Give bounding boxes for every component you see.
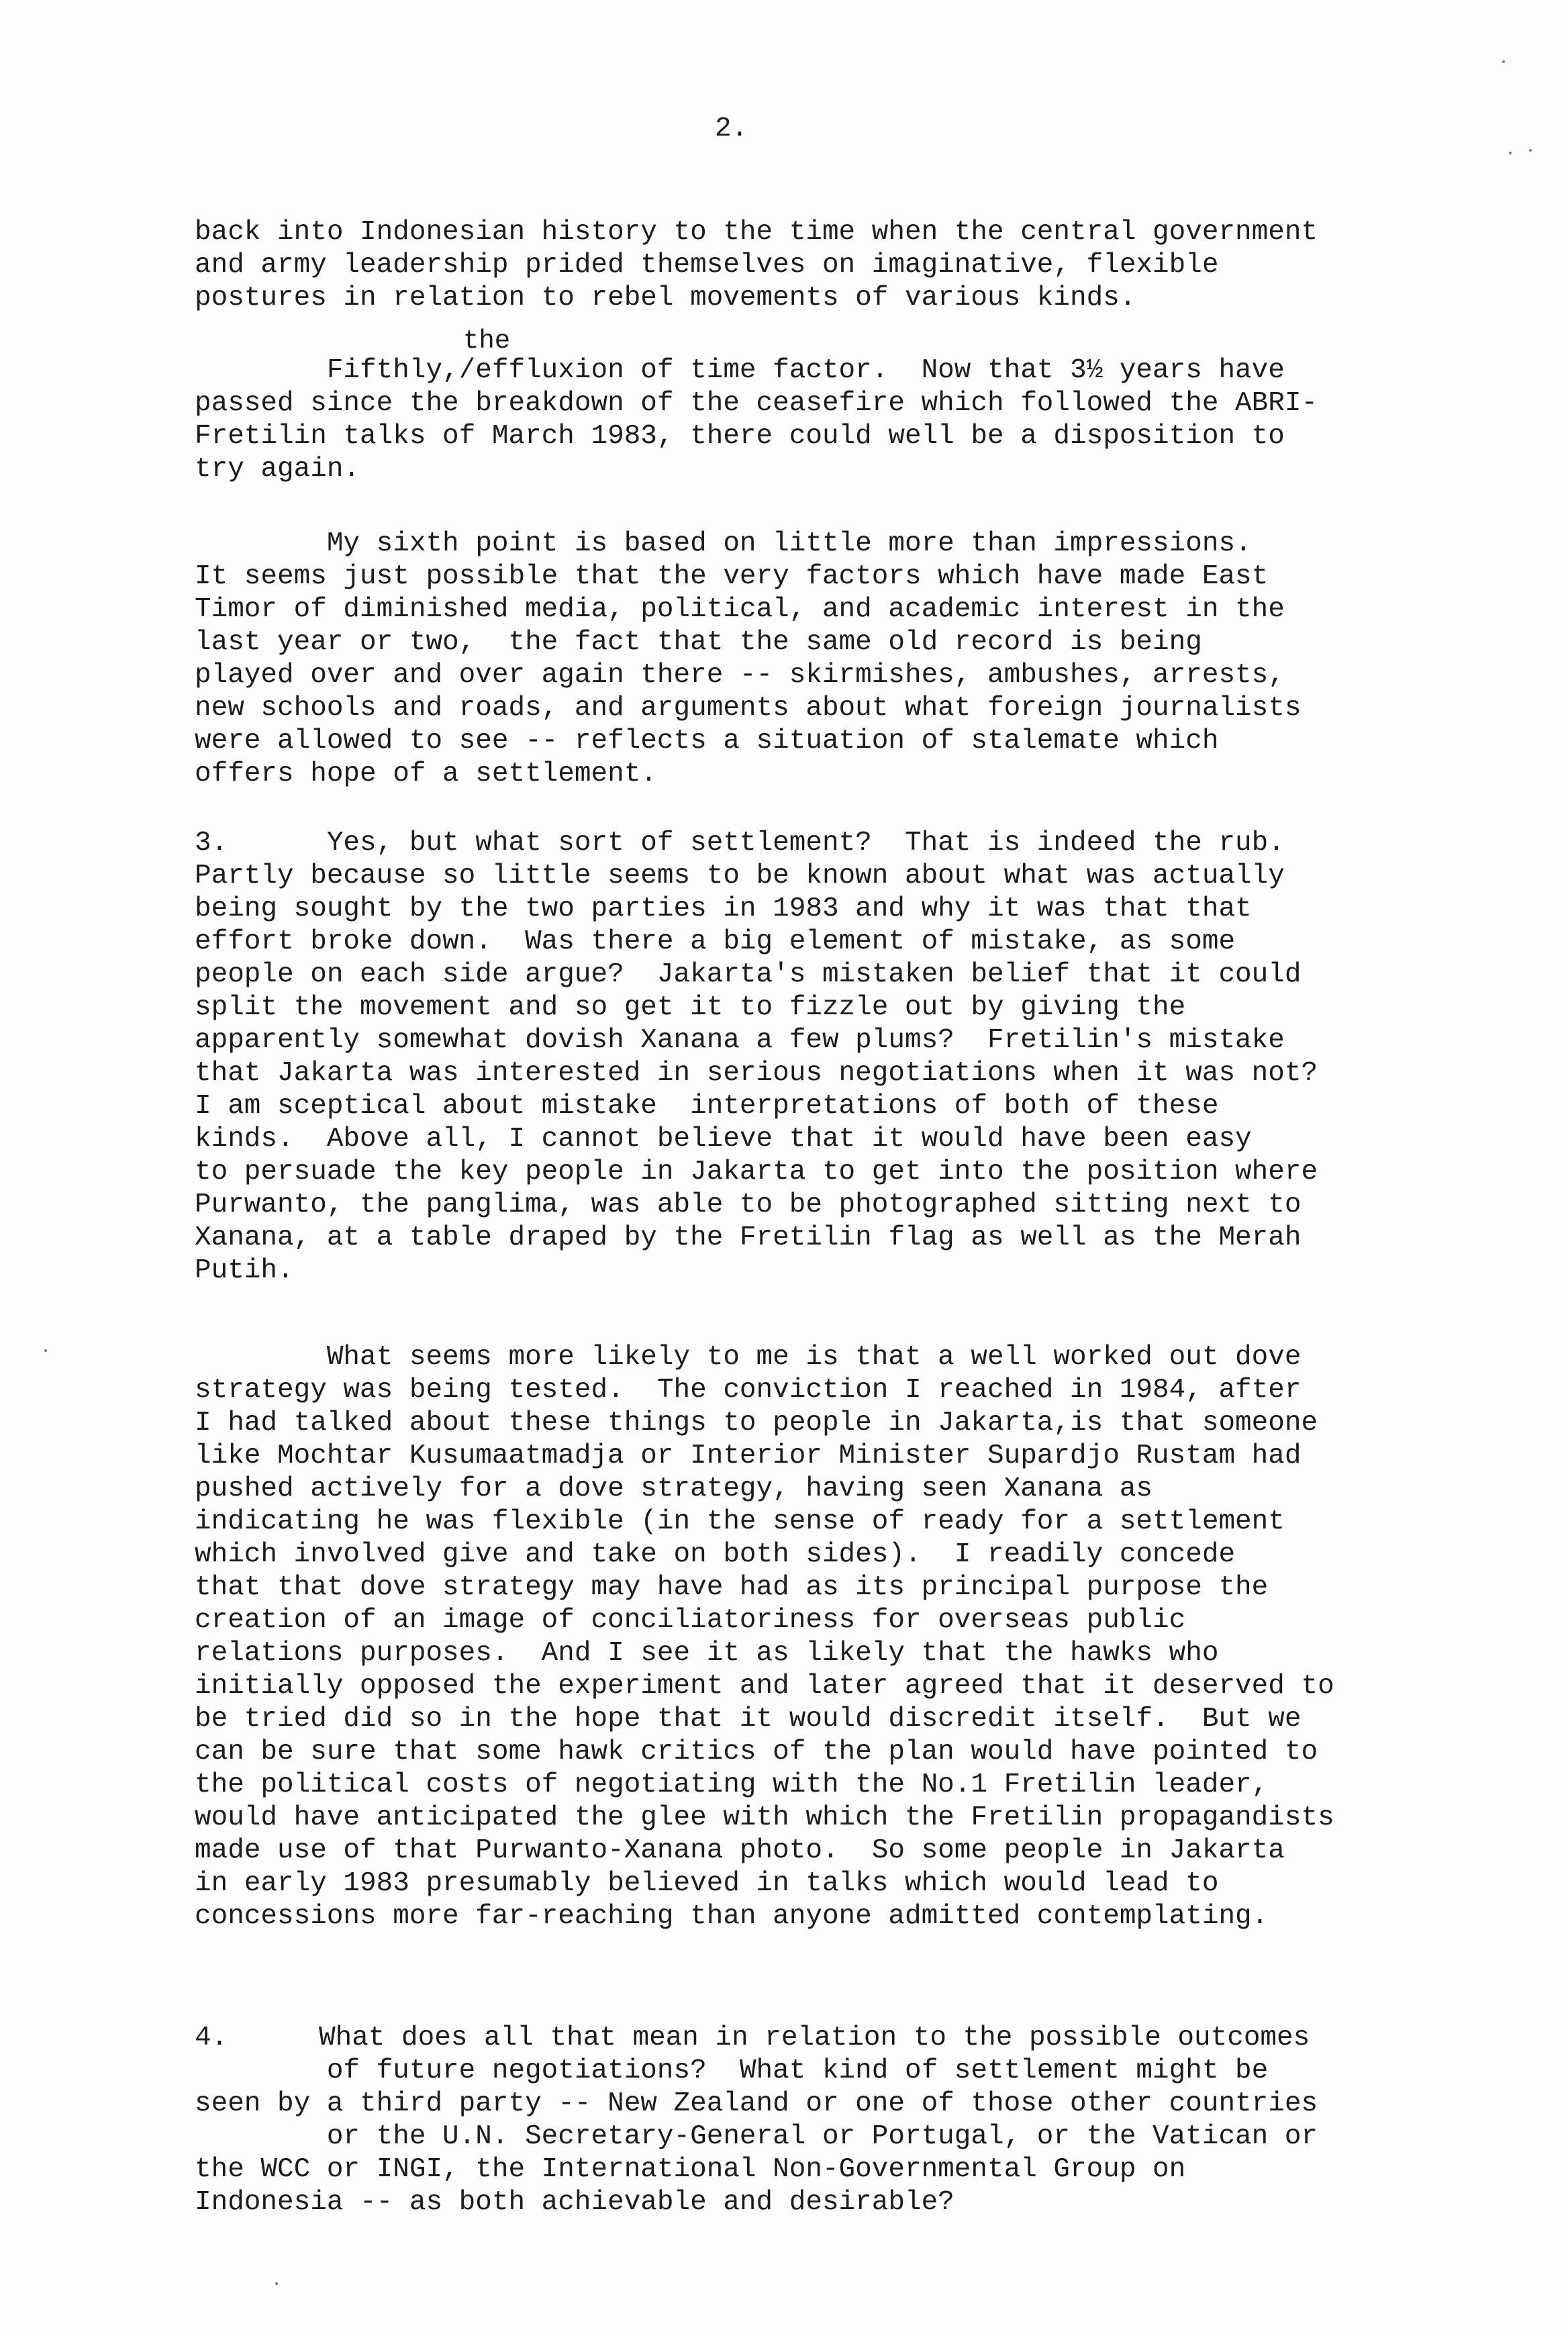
scan-speck [1509,152,1512,154]
text-line: initially opposed the experiment and later agreed that it deserved to [195,1671,1334,1702]
text-line: creation of an image of conciliatoriness for overseas public [195,1605,1186,1636]
text-line: new schools and roads, and arguments about what foreign journalists [195,693,1302,724]
text-line: that Jakarta was interested in serious negotiations when it was not? [195,1058,1318,1089]
section-4 [195,2022,1403,2219]
text-line: I had talked about these things to people in Jakarta,is that someone [195,1408,1318,1439]
text-line: Indonesia -- as both achievable and desirable? [195,2187,954,2218]
text-line: Fretilin talks of March 1983, there could well be a disposition to [195,421,1285,452]
text-line: try again. [195,454,360,485]
page-number: 2. [715,113,748,144]
text-line: in early 1983 presumably believed in talks which would lead to [195,1868,1219,1899]
text-line: made use of that Purwanto-Xanana photo. So some people in Jakarta [195,1835,1285,1866]
text-line: I am sceptical about mistake interpretations of both of these [195,1091,1219,1122]
text-line: the WCC or INGI, the International Non-Governmental Group on [195,2154,1186,2185]
text-line: last year or two, the fact that the same old record is being [195,627,1202,658]
text-line: indicating he was flexible (in the sense of ready for a settlement [195,1506,1285,1537]
paragraph-fifthly [195,328,1403,486]
text-line: Fifthly,/effluxion of time factor. Now that 3½ years have [195,355,1285,386]
text-line: pushed actively for a dove strategy, having seen Xanana as [195,1473,1153,1504]
text-line: were allowed to see -- reflects a situation of stalemate which [195,726,1219,757]
scan-speck [275,2282,278,2285]
text-line: can be sure that some hawk critics of the plan would have pointed to [195,1737,1318,1767]
text-line: back into Indonesian history to the time when the central government [195,217,1318,248]
text-line: Putih. [195,1255,294,1286]
text-line: strategy was being tested. The conviction I reached in 1984, after [195,1375,1302,1406]
text-line: be tried did so in the hope that it would discredit itself. But we [195,1704,1302,1735]
text-line: relations purposes. And I see it as likely that the hawks who [195,1638,1219,1669]
text-line: of future negotiations? What kind of settlement might be [195,2055,1269,2086]
text-line: My sixth point is based on little more than impressions. [195,528,1252,559]
scan-speck [1529,149,1532,152]
text-line: 3. Yes, but what sort of settlement? That is indeed the rub. [195,828,1285,859]
text-line: to persuade the key people in Jakarta to get into the position where [195,1157,1318,1187]
text-line: seen by a third party -- New Zealand or one of those other countries [195,2088,1318,2119]
text-line: or the U.N. Secretary-General or Portugal, or the Vatican or [195,2121,1318,2152]
text-line: and army leadership prided themselves on imaginative, flexible [195,250,1219,281]
inserted-word: the [463,326,511,356]
text-line-rest: What does all that mean in relation to the possible outcomes [319,2023,1310,2053]
scan-speck [44,1349,47,1352]
text-line: played over and over again there -- skirmishes, ambushes, arrests, [195,660,1285,691]
text-line: people on each side argue? Jakarta's mistaken belief that it could [195,959,1302,990]
text-line: like Mochtar Kusumaatmadja or Interior Minister Supardjo Rustam had [195,1441,1302,1471]
section-3 [195,827,1403,1287]
text-line: It seems just possible that the very factors which have made East [195,561,1269,592]
text-line: split the movement and so get it to fizzle out by giving the [195,992,1186,1023]
text-line [195,2022,1403,2055]
text-line: which involved give and take on both sides). I readily concede [195,1539,1236,1570]
text-line: apparently somewhat dovish Xanana a few plums? Fretilin's mistake [195,1025,1285,1056]
scan-speck [1502,60,1505,63]
section-number: 4. [195,2023,228,2053]
text-line: passed since the breakdown of the ceasefire which followed the ABRI- [195,388,1318,419]
text-line: being sought by the two parties in 1983 and why it was that that [195,893,1252,924]
text-line: Xanana, at a table draped by the Fretilin flag as well as the Merah [195,1222,1302,1253]
text-line: kinds. Above all, I cannot believe that it would have been easy [195,1124,1252,1155]
text-line: would have anticipated the glee with which the Fretilin propagandists [195,1802,1334,1833]
text-line: Partly because so little seems to be known about what was actually [195,861,1285,891]
paragraph-continuation [195,216,1403,315]
text-line: that that dove strategy may have had as its principal purpose the [195,1572,1269,1603]
text-line: Purwanto, the panglima, was able to be photographed sitting next to [195,1189,1302,1220]
text-line: postures in relation to rebel movements of various kinds. [195,283,1136,313]
text-line: Timor of diminished media, political, and academic interest in the [195,594,1285,625]
text-line: effort broke down. Was there a big element of mistake, as some [195,926,1236,957]
paragraph-sixth-point [195,528,1403,791]
text-line: offers hope of a settlement. [195,759,657,789]
text-line: concessions more far-reaching than anyone admitted contemplating. [195,1901,1269,1932]
text-line: the political costs of negotiating with the No.1 Fretilin leader, [195,1769,1269,1800]
text-line: What seems more likely to me is that a well worked out dove [195,1342,1302,1373]
paragraph-dove-strategy [195,1341,1403,1933]
